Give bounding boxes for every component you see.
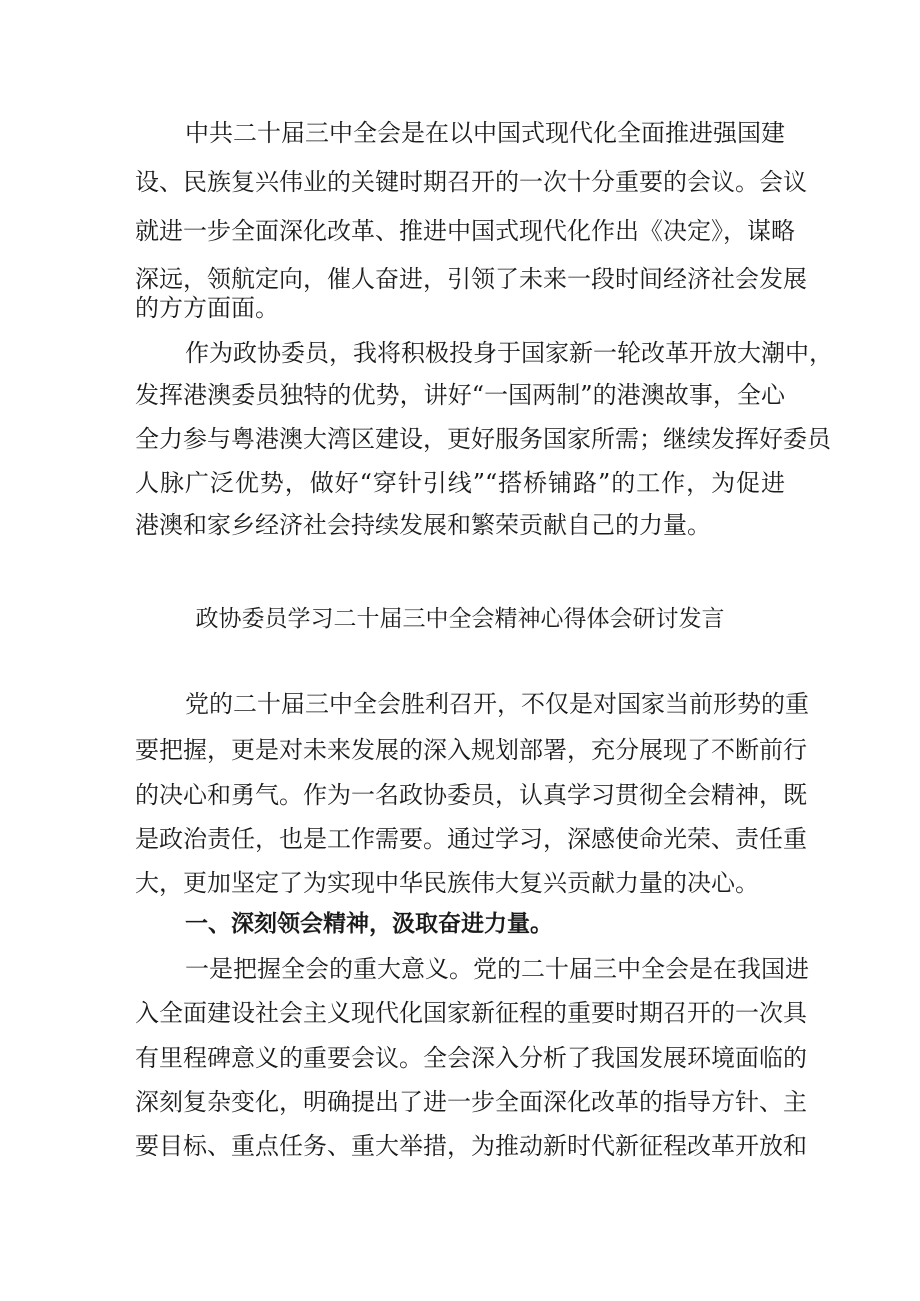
paragraph-line: 港澳和家乡经济社会持续发展和繁荣贡献自己的力量。 — [135, 511, 711, 539]
paragraph-line: 深远，领航定向，催人奋进，引领了未来一段时间经济社会发展 — [135, 265, 807, 293]
paragraph-line: 设、民族复兴伟业的关键时期召开的一次十分重要的会议。会议 — [135, 168, 807, 196]
paragraph-line: 一是把握全会的重大意义。党的二十届三中全会是在我国进 — [185, 955, 809, 983]
article-title: 政协委员学习二十届三中全会精神心得体会研讨发言 — [195, 606, 725, 632]
paragraph-line: 深刻复杂变化，明确提出了进一步全面深化改革的指导方针、主 — [135, 1088, 807, 1116]
paragraph-line: 的决心和勇气。作为一名政协委员，认真学习贯彻全会精神，既 — [135, 781, 807, 809]
paragraph-line: 大，更加坚定了为实现中华民族伟大复兴贡献力量的决心。 — [135, 869, 759, 897]
paragraph-line: 要目标、重点任务、重大举措，为推动新时代新征程改革开放和 — [135, 1132, 807, 1160]
paragraph-line: 全力参与粤港澳大湾区建设，更好服务国家所需；继续发挥好委员 — [135, 425, 831, 453]
paragraph-line: 发挥港澳委员独特的优势，讲好“一国两制”的港澳故事，全心 — [135, 381, 785, 409]
paragraph-line: 就进一步全面深化改革、推进中国式现代化作出《决定》，谋略 — [135, 217, 795, 245]
paragraph-line: 是政治责任，也是工作需要。通过学习，深感使命光荣、责任重 — [135, 825, 807, 853]
section-heading: 一、深刻领会精神，汲取奋进力量。 — [185, 911, 553, 937]
paragraph-line: 入全面建设社会主义现代化国家新征程的重要时期召开的一次具 — [135, 999, 807, 1027]
paragraph-line: 党的二十届三中全会胜利召开，不仅是对国家当前形势的重 — [185, 690, 809, 718]
paragraph-line: 的方方面面。 — [135, 294, 279, 322]
paragraph-line: 有里程碑意义的重要会议。全会深入分析了我国发展环境面临的 — [135, 1044, 807, 1072]
paragraph-line: 人脉广泛优势，做好“穿针引线”“搭桥铺路”的工作，为促进 — [135, 469, 785, 497]
paragraph-line: 作为政协委员，我将积极投身于国家新一轮改革开放大潮中， — [185, 339, 833, 367]
paragraph-line: 中共二十届三中全会是在以中国式现代化全面推进强国建 — [185, 119, 785, 147]
paragraph-line: 要把握，更是对未来发展的深入规划部署，充分展现了不断前行 — [135, 736, 807, 764]
